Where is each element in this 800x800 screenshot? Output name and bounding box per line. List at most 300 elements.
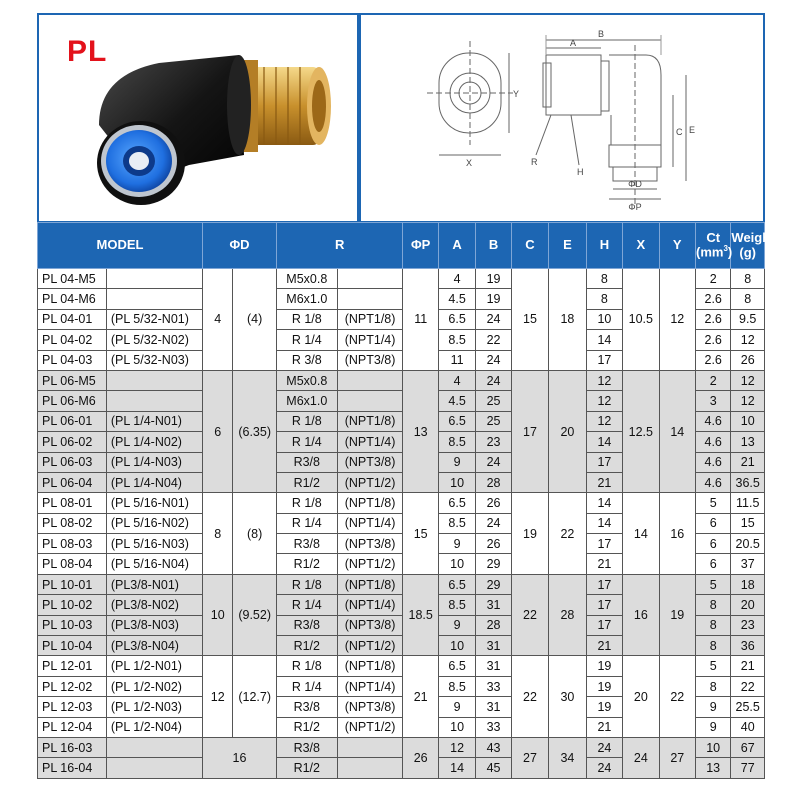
cell-weight: 13: [731, 432, 765, 452]
cell-c: 17: [511, 370, 548, 492]
cell-h: 24: [586, 758, 622, 778]
cell-model: PL 04-M5: [38, 269, 107, 289]
elbow-fitting-image: [39, 15, 357, 221]
cell-h: 12: [586, 391, 622, 411]
cell-ct: 2.6: [695, 350, 730, 370]
cell-thread-npt: (NPT1/2): [337, 554, 403, 574]
cell-model: PL 10-02: [38, 595, 107, 615]
specification-table: [37, 222, 775, 779]
cell-model-inch: [106, 370, 202, 390]
cell-model-inch: (PL3/8-N04): [106, 636, 202, 656]
cell-b: 29: [476, 574, 511, 594]
cell-e: 28: [549, 574, 586, 656]
cell-model: PL 12-04: [38, 717, 107, 737]
cell-model-inch: (PL 5/16-N02): [106, 513, 202, 533]
col-header-a: A: [438, 223, 475, 269]
cell-model-inch: (PL 1/2-N03): [106, 697, 202, 717]
cell-phip: 18.5: [403, 574, 438, 656]
cell-a: 6.5: [438, 411, 475, 431]
col-header-phid: ΦD: [203, 223, 277, 269]
cell-thread: R 1/8: [276, 574, 337, 594]
cell-thread-npt: [337, 269, 403, 289]
cell-ct: 2.6: [695, 330, 730, 350]
cell-weight: 11.5: [731, 493, 765, 513]
cell-ct: 2.6: [695, 309, 730, 329]
cell-model: PL 16-04: [38, 758, 107, 778]
cell-x: 24: [623, 737, 659, 778]
cell-thread: M5x0.8: [276, 370, 337, 390]
cell-thread-npt: (NPT3/8): [337, 615, 403, 635]
col-header-weight: [731, 223, 775, 269]
cell-e: 20: [549, 370, 586, 492]
cell-c: 15: [511, 269, 548, 371]
cell-weight: 36: [731, 636, 765, 656]
cell-thread: R 3/8: [276, 350, 337, 370]
ct-label: Ct: [706, 230, 721, 246]
cell-weight: 20: [731, 595, 765, 615]
cell-weight: 20.5: [731, 534, 765, 554]
cell-thread-npt: (NPT3/8): [337, 697, 403, 717]
cell-x: 10.5: [623, 269, 659, 371]
cell-thread: M6x1.0: [276, 289, 337, 309]
cell-weight: 67: [731, 737, 765, 757]
cell-a: 4.5: [438, 391, 475, 411]
cell-ct: 6: [695, 534, 730, 554]
cell-thread: R3/8: [276, 697, 337, 717]
table-row: [38, 269, 765, 289]
cell-thread: R3/8: [276, 452, 337, 472]
cell-h: 17: [586, 452, 622, 472]
cell-b: 24: [476, 370, 511, 390]
cell-tube-od: 6: [203, 370, 233, 492]
cell-c: 22: [511, 656, 548, 738]
cell-h: 21: [586, 717, 622, 737]
table-body: [38, 269, 765, 779]
cell-b: 31: [476, 656, 511, 676]
table-row: [38, 656, 765, 676]
cell-model: PL 04-01: [38, 309, 107, 329]
cell-thread-npt: (NPT3/8): [337, 350, 403, 370]
cell-thread-npt: (NPT1/4): [337, 330, 403, 350]
cell-b: 33: [476, 676, 511, 696]
cell-model: PL 12-02: [38, 676, 107, 696]
cell-b: 29: [476, 554, 511, 574]
cell-thread-npt: (NPT1/8): [337, 309, 403, 329]
cell-phip: 15: [403, 493, 438, 575]
cell-weight: 25.5: [731, 697, 765, 717]
drawing-label-x: X: [465, 158, 473, 168]
cell-b: 24: [476, 350, 511, 370]
cell-model: PL 04-03: [38, 350, 107, 370]
cell-thread-npt: (NPT1/2): [337, 472, 403, 492]
cell-thread-npt: [337, 289, 403, 309]
cell-x: 14: [623, 493, 659, 575]
cell-thread-npt: (NPT3/8): [337, 534, 403, 554]
table-row: [38, 493, 765, 513]
cell-model-inch: (PL 1/4-N04): [106, 472, 202, 492]
cell-model-inch: (PL3/8-N03): [106, 615, 202, 635]
cell-ct: 5: [695, 493, 730, 513]
cell-weight: 12: [731, 391, 765, 411]
cell-model: PL 10-01: [38, 574, 107, 594]
cell-b: 19: [476, 269, 511, 289]
cell-model: PL 06-02: [38, 432, 107, 452]
cell-x: 12.5: [623, 370, 659, 492]
cell-model: PL 06-04: [38, 472, 107, 492]
cell-thread: M5x0.8: [276, 269, 337, 289]
weight-label: Weight: [731, 230, 775, 246]
drawing-label-c: C: [676, 127, 683, 137]
drawing-label-r: R: [531, 157, 538, 167]
cell-thread: R 1/4: [276, 595, 337, 615]
cell-ct: 4.6: [695, 472, 730, 492]
cell-h: 21: [586, 636, 622, 656]
table-header-row: [38, 223, 765, 269]
col-header-c: C: [511, 223, 548, 269]
weight-unit: (g): [739, 244, 756, 260]
cell-a: 6.5: [438, 656, 475, 676]
cell-y: 22: [659, 656, 695, 738]
cell-h: 19: [586, 697, 622, 717]
cell-thread-npt: (NPT1/8): [337, 656, 403, 676]
cell-a: 12: [438, 737, 475, 757]
cell-a: 14: [438, 758, 475, 778]
cell-model: PL 04-02: [38, 330, 107, 350]
cell-thread: R 1/8: [276, 411, 337, 431]
cell-phip: 11: [403, 269, 438, 371]
cell-thread-npt: (NPT1/2): [337, 717, 403, 737]
cell-ct: 4.6: [695, 432, 730, 452]
cell-thread: R3/8: [276, 534, 337, 554]
cell-a: 6.5: [438, 574, 475, 594]
cell-c: 27: [511, 737, 548, 778]
cell-ct: 4.6: [695, 411, 730, 431]
cell-weight: 18: [731, 574, 765, 594]
cell-ct: 2: [695, 370, 730, 390]
cell-ct: 8: [695, 636, 730, 656]
cell-b: 26: [476, 493, 511, 513]
cell-model-inch: (PL 5/32-N03): [106, 350, 202, 370]
cell-model: PL 12-03: [38, 697, 107, 717]
cell-thread-npt: (NPT1/4): [337, 432, 403, 452]
cell-weight: 26: [731, 350, 765, 370]
cell-y: 12: [659, 269, 695, 371]
cell-model-inch: [106, 758, 202, 778]
cell-b: 31: [476, 697, 511, 717]
cell-a: 8.5: [438, 676, 475, 696]
cell-tube-od: 4: [203, 269, 233, 371]
cell-h: 8: [586, 289, 622, 309]
cell-y: 19: [659, 574, 695, 656]
cell-thread-npt: (NPT1/4): [337, 676, 403, 696]
cell-h: 17: [586, 615, 622, 635]
cell-weight: 15: [731, 513, 765, 533]
col-header-x: X: [623, 223, 659, 269]
cell-thread-npt: (NPT1/8): [337, 493, 403, 513]
cell-weight: 21: [731, 656, 765, 676]
cell-tube-od: 10: [203, 574, 233, 656]
cell-ct: 9: [695, 697, 730, 717]
cell-thread: R1/2: [276, 636, 337, 656]
cell-model: PL 04-M6: [38, 289, 107, 309]
cell-model: PL 08-02: [38, 513, 107, 533]
cell-model: PL 06-M6: [38, 391, 107, 411]
cell-a: 6.5: [438, 493, 475, 513]
col-header-y: Y: [659, 223, 695, 269]
cell-h: 14: [586, 432, 622, 452]
col-header-model: MODEL: [38, 223, 203, 269]
cell-weight: 8: [731, 269, 765, 289]
cell-ct: 2: [695, 269, 730, 289]
cell-model-inch: (PL 1/2-N02): [106, 676, 202, 696]
cell-c: 19: [511, 493, 548, 575]
cell-h: 21: [586, 472, 622, 492]
cell-thread: R 1/4: [276, 330, 337, 350]
cell-tube-od-inch: (9.52): [233, 574, 277, 656]
cell-thread: R3/8: [276, 615, 337, 635]
cell-tube-od-inch: (4): [233, 269, 277, 371]
cell-weight: 36.5: [731, 472, 765, 492]
cell-b: 23: [476, 432, 511, 452]
cell-ct: 5: [695, 656, 730, 676]
cell-weight: 37: [731, 554, 765, 574]
cell-thread-npt: [337, 370, 403, 390]
cell-thread-npt: (NPT1/8): [337, 411, 403, 431]
cell-e: 18: [549, 269, 586, 371]
cell-a: 10: [438, 717, 475, 737]
cell-tube-od-inch: (6.35): [233, 370, 277, 492]
cell-thread-npt: (NPT1/8): [337, 574, 403, 594]
col-header-phip: ΦP: [403, 223, 438, 269]
cell-ct: 9: [695, 717, 730, 737]
cell-model-inch: [106, 289, 202, 309]
cell-thread: R 1/4: [276, 676, 337, 696]
cell-weight: 8: [731, 289, 765, 309]
dimension-drawing: [361, 15, 763, 221]
cell-thread-npt: [337, 737, 403, 757]
cell-a: 11: [438, 350, 475, 370]
cell-thread-npt: (NPT3/8): [337, 452, 403, 472]
cell-b: 43: [476, 737, 511, 757]
cell-thread: R 1/8: [276, 656, 337, 676]
cell-a: 9: [438, 452, 475, 472]
cell-weight: 77: [731, 758, 765, 778]
cell-x: 20: [623, 656, 659, 738]
cell-ct: 8: [695, 595, 730, 615]
cell-b: 31: [476, 636, 511, 656]
cell-model-inch: (PL3/8-N01): [106, 574, 202, 594]
cell-weight: 22: [731, 676, 765, 696]
cell-model: PL 10-04: [38, 636, 107, 656]
cell-model-inch: (PL 1/4-N02): [106, 432, 202, 452]
cell-model-inch: (PL 1/4-N03): [106, 452, 202, 472]
col-header-b: B: [476, 223, 511, 269]
cell-b: 24: [476, 452, 511, 472]
cell-weight: 10: [731, 411, 765, 431]
cell-weight: 12: [731, 330, 765, 350]
cell-ct: 8: [695, 676, 730, 696]
cell-h: 14: [586, 330, 622, 350]
cell-e: 34: [549, 737, 586, 778]
cell-thread: R 1/4: [276, 432, 337, 452]
cell-weight: 12: [731, 370, 765, 390]
cell-a: 9: [438, 534, 475, 554]
cell-a: 9: [438, 615, 475, 635]
technical-drawing-panel: [359, 13, 765, 223]
cell-weight: 9.5: [731, 309, 765, 329]
cell-model-inch: [106, 391, 202, 411]
cell-e: 30: [549, 656, 586, 738]
cell-h: 14: [586, 493, 622, 513]
cell-thread-npt: (NPT1/2): [337, 636, 403, 656]
cell-ct: 4.6: [695, 452, 730, 472]
cell-b: 31: [476, 595, 511, 615]
cell-model: PL 16-03: [38, 737, 107, 757]
cell-model-inch: (PL 1/2-N04): [106, 717, 202, 737]
col-header-h: H: [586, 223, 622, 269]
cell-tube-od: 8: [203, 493, 233, 575]
cell-a: 4: [438, 269, 475, 289]
cell-model-inch: [106, 269, 202, 289]
cell-y: 16: [659, 493, 695, 575]
drawing-label-phip: ΦP: [628, 202, 642, 212]
cell-y: 27: [659, 737, 695, 778]
cell-x: 16: [623, 574, 659, 656]
table-row: [38, 737, 765, 757]
cell-thread: R1/2: [276, 472, 337, 492]
cell-h: 17: [586, 350, 622, 370]
cell-h: 17: [586, 534, 622, 554]
product-series-label: PL: [67, 35, 108, 68]
cell-model-inch: (PL3/8-N02): [106, 595, 202, 615]
cell-thread-npt: [337, 391, 403, 411]
cell-thread: R 1/4: [276, 513, 337, 533]
ct-unit-close: ): [727, 244, 733, 260]
cell-phip: 13: [403, 370, 438, 492]
cell-a: 10: [438, 472, 475, 492]
cell-b: 22: [476, 330, 511, 350]
cell-tube-od: 12: [203, 656, 233, 738]
cell-model: PL 08-03: [38, 534, 107, 554]
cell-thread: R 1/8: [276, 493, 337, 513]
cell-model: PL 06-01: [38, 411, 107, 431]
cell-ct: 5: [695, 574, 730, 594]
ct-unit-sup: 3: [723, 244, 728, 254]
drawing-label-phid: ΦD: [628, 179, 642, 189]
cell-phip: 26: [403, 737, 438, 778]
cell-a: 8.5: [438, 330, 475, 350]
cell-model-inch: (PL 1/4-N01): [106, 411, 202, 431]
cell-model-inch: (PL 5/16-N01): [106, 493, 202, 513]
cell-c: 22: [511, 574, 548, 656]
cell-model: PL 06-M5: [38, 370, 107, 390]
cell-model: PL 10-03: [38, 615, 107, 635]
drawing-label-a: A: [569, 38, 577, 48]
cell-ct: 3: [695, 391, 730, 411]
cell-model-inch: (PL 5/32-N02): [106, 330, 202, 350]
cell-thread: R3/8: [276, 737, 337, 757]
cell-tube-od-inch: (8): [233, 493, 277, 575]
cell-a: 8.5: [438, 513, 475, 533]
cell-b: 24: [476, 513, 511, 533]
cell-a: 4: [438, 370, 475, 390]
drawing-label-b: B: [597, 29, 605, 39]
cell-model: PL 06-03: [38, 452, 107, 472]
cell-h: 12: [586, 370, 622, 390]
cell-h: 17: [586, 574, 622, 594]
drawing-label-h: H: [577, 167, 584, 177]
cell-b: 28: [476, 472, 511, 492]
table-row: [38, 574, 765, 594]
col-header-r: R: [276, 223, 403, 269]
cell-model: PL 08-04: [38, 554, 107, 574]
cell-model: PL 08-01: [38, 493, 107, 513]
cell-a: 9: [438, 697, 475, 717]
cell-ct: 8: [695, 615, 730, 635]
drawing-label-y: Y: [513, 89, 520, 99]
cell-weight: 23: [731, 615, 765, 635]
cell-ct: 13: [695, 758, 730, 778]
cell-h: 12: [586, 411, 622, 431]
cell-b: 25: [476, 391, 511, 411]
cell-thread: M6x1.0: [276, 391, 337, 411]
cell-h: 19: [586, 656, 622, 676]
cell-b: 19: [476, 289, 511, 309]
product-photo-panel: [37, 13, 359, 223]
cell-thread: R1/2: [276, 758, 337, 778]
drawing-label-e: E: [689, 125, 696, 135]
cell-e: 22: [549, 493, 586, 575]
cell-weight: 40: [731, 717, 765, 737]
cell-thread-npt: (NPT1/4): [337, 595, 403, 615]
cell-a: 10: [438, 636, 475, 656]
cell-ct: 2.6: [695, 289, 730, 309]
cell-model-inch: (PL 5/16-N03): [106, 534, 202, 554]
cell-y: 14: [659, 370, 695, 492]
cell-ct: 6: [695, 513, 730, 533]
cell-model-inch: (PL 5/32-N01): [106, 309, 202, 329]
cell-ct: 6: [695, 554, 730, 574]
cell-b: 45: [476, 758, 511, 778]
cell-thread: R1/2: [276, 554, 337, 574]
cell-model-inch: (PL 1/2-N01): [106, 656, 202, 676]
cell-a: 8.5: [438, 432, 475, 452]
cell-a: 8.5: [438, 595, 475, 615]
cell-b: 25: [476, 411, 511, 431]
cell-thread-npt: (NPT1/4): [337, 513, 403, 533]
cell-model-inch: (PL 5/16-N04): [106, 554, 202, 574]
cell-model-inch: [106, 737, 202, 757]
cell-h: 8: [586, 269, 622, 289]
cell-a: 6.5: [438, 309, 475, 329]
cell-h: 17: [586, 595, 622, 615]
cell-b: 33: [476, 717, 511, 737]
cell-thread-npt: [337, 758, 403, 778]
cell-a: 4.5: [438, 289, 475, 309]
cell-weight: 21: [731, 452, 765, 472]
cell-thread: R 1/8: [276, 309, 337, 329]
cell-b: 28: [476, 615, 511, 635]
cell-h: 24: [586, 737, 622, 757]
col-header-e: E: [549, 223, 586, 269]
cell-b: 26: [476, 534, 511, 554]
cell-ct: 10: [695, 737, 730, 757]
col-header-ct: [695, 223, 733, 269]
ct-unit: (mm: [695, 244, 724, 260]
cell-h: 14: [586, 513, 622, 533]
cell-h: 19: [586, 676, 622, 696]
cell-h: 21: [586, 554, 622, 574]
